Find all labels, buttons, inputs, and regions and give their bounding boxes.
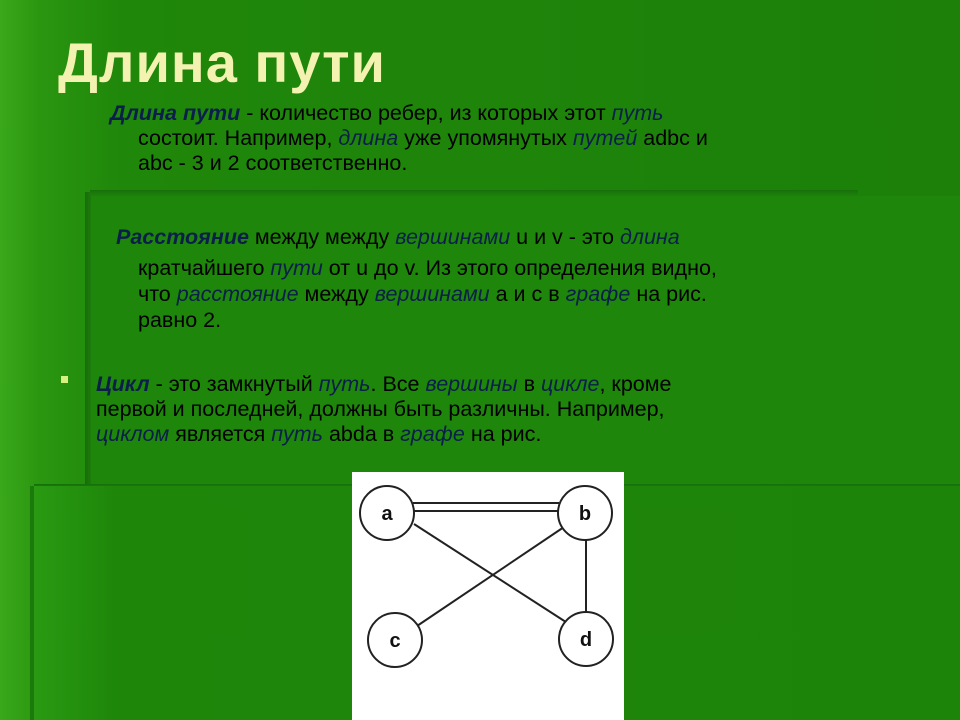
italic-fragment: цикле bbox=[540, 372, 600, 396]
bullet-square-icon bbox=[61, 376, 68, 383]
text-fragment: u и v - это bbox=[510, 225, 620, 249]
italic-fragment: циклом bbox=[96, 422, 170, 446]
text-fragment: в bbox=[517, 372, 541, 396]
cycle-definition bbox=[96, 372, 671, 447]
cycle-line-3 bbox=[96, 422, 671, 447]
italic-fragment: путь bbox=[318, 372, 371, 396]
term-distance: Расстояние bbox=[116, 225, 249, 249]
slide-title: Длина пути bbox=[58, 31, 386, 94]
distance-definition bbox=[116, 222, 717, 333]
text-fragment: . Все bbox=[370, 372, 426, 396]
text-fragment: кратчайшего bbox=[138, 256, 271, 280]
italic-fragment: путь bbox=[611, 101, 664, 125]
text-fragment: от u до v. Из этого определения видно, bbox=[322, 256, 717, 280]
graph-edge-b-c bbox=[417, 527, 564, 626]
text-fragment: является bbox=[169, 422, 272, 446]
term-cycle: Цикл bbox=[96, 372, 150, 396]
path-length-line-2 bbox=[110, 126, 708, 151]
cycle-line-1 bbox=[96, 372, 671, 397]
text-fragment: на рис. bbox=[464, 422, 542, 446]
text-fragment: состоит. Например, bbox=[138, 126, 339, 150]
italic-fragment: пути bbox=[270, 256, 323, 280]
distance-line-1 bbox=[116, 222, 717, 253]
graph-figure bbox=[352, 472, 624, 720]
distance-line-2 bbox=[116, 255, 717, 281]
text-fragment: между bbox=[298, 282, 375, 306]
text-fragment: a и c в bbox=[489, 282, 566, 306]
path-length-definition bbox=[110, 101, 708, 176]
italic-fragment: вершины bbox=[425, 372, 518, 396]
text-fragment: , кроме bbox=[599, 372, 672, 396]
text-fragment: что bbox=[138, 282, 177, 306]
italic-fragment: путь bbox=[271, 422, 323, 446]
text-fragment: на рис. bbox=[630, 282, 707, 306]
text-fragment: - это замкнутый bbox=[149, 372, 319, 396]
italic-fragment: длина bbox=[338, 126, 399, 150]
graph-node-label-a: a bbox=[381, 503, 393, 525]
italic-fragment: графе bbox=[400, 422, 465, 446]
italic-fragment: расстояние bbox=[176, 282, 299, 306]
graph-node-label-c: c bbox=[389, 630, 401, 652]
text-fragment: уже упомянутых bbox=[398, 126, 573, 150]
text-fragment: adbc и bbox=[637, 126, 708, 150]
term-path-length: Длина пути bbox=[110, 101, 241, 125]
italic-fragment: графе bbox=[565, 282, 631, 306]
italic-fragment: вершинами bbox=[395, 225, 511, 249]
graph-diagram bbox=[352, 472, 624, 720]
italic-fragment: вершинами bbox=[374, 282, 490, 306]
italic-fragment: длина bbox=[619, 225, 680, 249]
text-fragment: abda в bbox=[323, 422, 401, 446]
italic-fragment: путей bbox=[572, 126, 638, 150]
text-fragment: между между bbox=[248, 225, 396, 249]
distance-line-4: равно 2. bbox=[138, 308, 222, 332]
cycle-line-2: первой и последней, должны быть различны. Например, bbox=[96, 397, 665, 421]
path-length-line-3: abc - 3 и 2 соответственно. bbox=[138, 151, 408, 175]
graph-node-label-d: d bbox=[579, 629, 593, 651]
path-length-line-1 bbox=[110, 101, 708, 126]
text-fragment: - количество ребер, из которых этот bbox=[240, 101, 612, 125]
graph-node-label-b: b bbox=[578, 503, 592, 525]
distance-line-3 bbox=[116, 281, 717, 307]
